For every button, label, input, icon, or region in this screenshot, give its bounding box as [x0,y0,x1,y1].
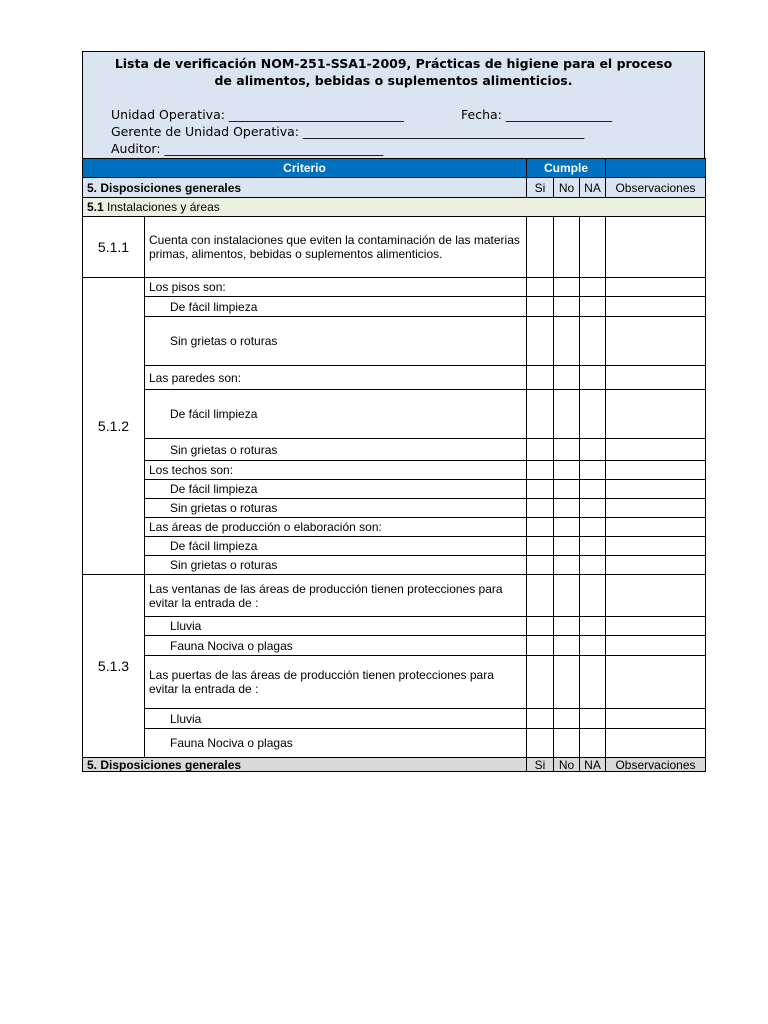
observaciones-header: Observaciones [606,178,706,198]
cumple-header: Cumple [527,159,606,178]
subsection-number: 5.1 [87,200,104,214]
na-cell[interactable] [580,575,606,617]
si-header: Si [527,758,554,772]
na-cell[interactable] [580,217,606,278]
no-cell[interactable] [554,636,580,656]
table-row [83,575,706,617]
observaciones-cell[interactable] [606,617,706,636]
na-cell[interactable] [580,518,606,537]
section-label: 5. Disposiciones generales [83,758,527,772]
observaciones-cell[interactable] [606,461,706,480]
criterion-text: Las paredes son: [145,366,527,390]
na-cell[interactable] [580,278,606,297]
criterion-text: Cuenta con instalaciones que eviten la contaminación de las materias primas, alimentos, bebidas o suplementos alimenticios. [145,217,527,278]
si-cell[interactable] [527,729,554,758]
section-label: 5. Disposiciones generales [83,178,527,198]
no-cell[interactable] [554,317,580,366]
criterion-text: De fácil limpieza [145,537,527,556]
na-cell[interactable] [580,636,606,656]
no-header: No [554,758,580,772]
section-footer-row [83,758,706,772]
no-cell[interactable] [554,439,580,461]
table-row [83,461,706,480]
si-cell[interactable] [527,217,554,278]
observaciones-cell[interactable] [606,366,706,390]
table-row [83,366,706,390]
table-row [83,636,706,656]
no-cell[interactable] [554,537,580,556]
observaciones-cell[interactable] [606,297,706,317]
table-row [83,518,706,537]
no-cell[interactable] [554,709,580,729]
table-row [83,709,706,729]
na-cell[interactable] [580,297,606,317]
na-cell[interactable] [580,499,606,518]
observaciones-cell[interactable] [606,575,706,617]
no-cell[interactable] [554,499,580,518]
si-cell[interactable] [527,480,554,499]
si-cell[interactable] [527,656,554,709]
section-row [83,178,706,198]
si-cell[interactable] [527,709,554,729]
observaciones-cell[interactable] [606,317,706,366]
no-cell[interactable] [554,556,580,575]
no-header: No [554,178,580,198]
na-cell[interactable] [580,317,606,366]
si-cell[interactable] [527,537,554,556]
observaciones-cell[interactable] [606,439,706,461]
criterion-text: Fauna Nociva o plagas [145,729,527,758]
si-cell[interactable] [527,575,554,617]
si-cell[interactable] [527,461,554,480]
unidad-operativa-field[interactable]: Unidad Operativa: ____________________________ [111,107,404,122]
criterion-text: Los techos son: [145,461,527,480]
table-row [83,297,706,317]
na-header: NA [580,178,606,198]
na-cell[interactable] [580,439,606,461]
si-cell[interactable] [527,439,554,461]
na-cell[interactable] [580,390,606,439]
na-cell[interactable] [580,461,606,480]
criterion-text: Sin grietas o roturas [145,317,527,366]
si-cell[interactable] [527,297,554,317]
subsection-text: Instalaciones y áreas [103,200,220,214]
criterion-text: De fácil limpieza [145,480,527,499]
si-cell[interactable] [527,317,554,366]
table-row [83,537,706,556]
criterion-text: Sin grietas o roturas [145,499,527,518]
gerente-field[interactable]: Gerente de Unidad Operativa: _____________________________________________ [111,124,585,139]
no-cell[interactable] [554,480,580,499]
criterio-header: Criterio [83,159,527,178]
column-header-row [83,159,706,178]
item-number: 5.1.1 [83,217,145,278]
criterion-text: Sin grietas o roturas [145,439,527,461]
no-cell[interactable] [554,518,580,537]
table-row [83,278,706,297]
checklist-header [82,51,705,158]
na-cell[interactable] [580,556,606,575]
criterion-text: Lluvia [145,617,527,636]
criterion-text: De fácil limpieza [145,390,527,439]
observaciones-cell[interactable] [606,278,706,297]
si-cell[interactable] [527,366,554,390]
si-cell[interactable] [527,390,554,439]
criterion-text: Las puertas de las áreas de producción tienen protecciones para evitar la entrada de : [145,656,527,709]
title-line-2: de alimentos, bebidas o suplementos alimenticios. [214,73,573,88]
observaciones-cell[interactable] [606,556,706,575]
observaciones-cell[interactable] [606,518,706,537]
si-cell[interactable] [527,278,554,297]
observaciones-cell[interactable] [606,390,706,439]
observaciones-cell[interactable] [606,636,706,656]
no-cell[interactable] [554,729,580,758]
observaciones-cell[interactable] [606,217,706,278]
checklist-sheet [82,51,705,772]
no-cell[interactable] [554,575,580,617]
si-cell[interactable] [527,636,554,656]
no-cell[interactable] [554,656,580,709]
criterion-text: De fácil limpieza [145,297,527,317]
observaciones-cell[interactable] [606,709,706,729]
no-cell[interactable] [554,297,580,317]
table-row [83,217,706,278]
table-row [83,390,706,439]
table-row [83,499,706,518]
criterion-text: Las áreas de producción o elaboración son: [145,518,527,537]
observaciones-header: Observaciones [606,758,706,772]
table-row [83,617,706,636]
si-cell[interactable] [527,556,554,575]
table-row [83,317,706,366]
table-row [83,480,706,499]
na-cell[interactable] [580,366,606,390]
document-title [83,52,704,89]
si-header: Si [527,178,554,198]
criterion-text: Sin grietas o roturas [145,556,527,575]
observaciones-cell[interactable] [606,656,706,709]
item-number: 5.1.2 [83,278,145,575]
na-cell[interactable] [580,729,606,758]
table-row [83,729,706,758]
item-number: 5.1.3 [83,575,145,758]
no-cell[interactable] [554,461,580,480]
na-cell[interactable] [580,709,606,729]
criterion-text: Lluvia [145,709,527,729]
no-cell[interactable] [554,366,580,390]
table-row [83,439,706,461]
table-row [83,556,706,575]
title-line-1: Lista de verificación NOM-251-SSA1-2009, Prácticas de higiene para el proceso [114,56,673,71]
no-cell[interactable] [554,617,580,636]
observaciones-cell[interactable] [606,499,706,518]
na-cell[interactable] [580,537,606,556]
observaciones-cell[interactable] [606,729,706,758]
si-cell[interactable] [527,518,554,537]
na-cell[interactable] [580,617,606,636]
auditor-field[interactable]: Auditor: ___________________________________ [111,141,384,156]
si-cell[interactable] [527,499,554,518]
si-cell[interactable] [527,617,554,636]
observaciones-cell[interactable] [606,480,706,499]
subsection-row [83,198,706,217]
subsection-label [83,198,706,217]
no-cell[interactable] [554,217,580,278]
criterion-text: Los pisos son: [145,278,527,297]
checklist-table [82,158,706,772]
criterion-text: Las ventanas de las áreas de producción tienen protecciones para evitar la entrada de : [145,575,527,617]
table-row [83,656,706,709]
blank-header [606,159,706,178]
na-cell[interactable] [580,656,606,709]
na-header: NA [580,758,606,772]
fecha-field[interactable]: Fecha: _________________ [461,107,613,122]
no-cell[interactable] [554,390,580,439]
na-cell[interactable] [580,480,606,499]
criterion-text: Fauna Nociva o plagas [145,636,527,656]
no-cell[interactable] [554,278,580,297]
observaciones-cell[interactable] [606,537,706,556]
